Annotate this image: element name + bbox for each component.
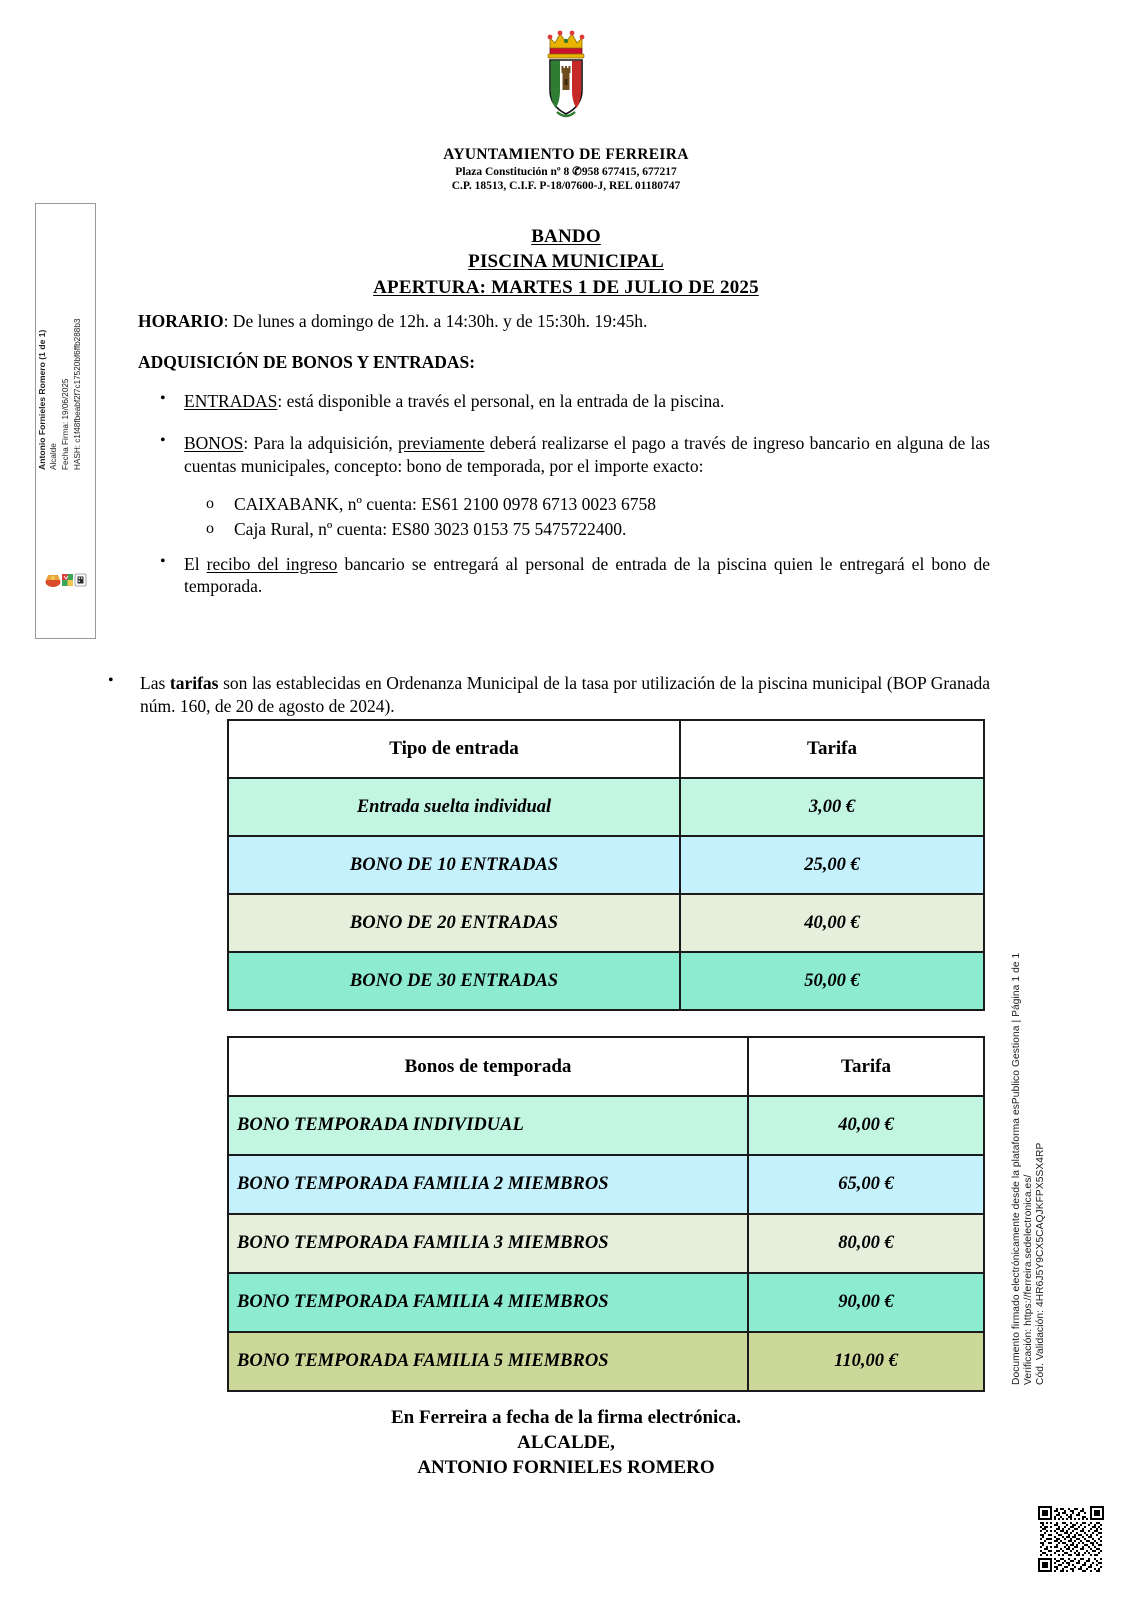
table-row [228, 1155, 984, 1214]
bullet-bonos-text-a: : Para la adquisición, [243, 433, 398, 454]
table-row [228, 1332, 984, 1391]
metadata-platform-page: Documento firmado electrónicamente desde la plataforma esPublico Gestiona | Página 1 de 1 [1011, 952, 1022, 1385]
table-cell-price: 110,00 € [748, 1332, 984, 1391]
title-line-2 [0, 249, 1132, 274]
table-row [228, 1273, 984, 1332]
table-header-cell-bonos: Bonos de temporada [228, 1037, 748, 1096]
signature-stamp-role: Alcalde [49, 443, 59, 470]
table-row [228, 836, 984, 894]
table-cell-price: 90,00 € [748, 1273, 984, 1332]
table-row [228, 1096, 984, 1155]
table-header-row [228, 720, 984, 778]
table-cell-label: BONO TEMPORADA FAMILIA 3 MIEMBROS [228, 1214, 748, 1273]
title-line-3 [0, 275, 1132, 300]
table-header-cell-tipo: Tipo de entrada [228, 720, 680, 778]
table-header-row [228, 1037, 984, 1096]
organization-name: AYUNTAMIENTO DE FERREIRA [443, 146, 689, 163]
bullet-tarifas-emphasis: tarifas [169, 673, 219, 693]
schedule-label: HORARIO [138, 311, 224, 331]
bullet-bonos [138, 432, 990, 542]
bullet-tarifas-text-a: Las [140, 673, 170, 693]
table-cell-label: BONO TEMPORADA FAMILIA 5 MIEMBROS [228, 1332, 748, 1391]
bullet-bonos-emphasis: previamente [397, 433, 485, 454]
schedule-paragraph [138, 310, 990, 333]
signature-stamp-name: Antonio Fornieles Romero (1 de 1) [37, 329, 47, 470]
bullet-bonos-label: BONOS [184, 433, 244, 454]
table-cell-label: BONO DE 30 ENTRADAS [228, 952, 680, 1010]
signature-name-line: ANTONIO FORNIELES ROMERO [417, 1457, 715, 1479]
bank-account-caixabank: o CAIXABANK, nº cuenta: ES61 2100 0978 6713 0023 6758 [184, 492, 990, 517]
bullet-tarifas [100, 672, 990, 718]
electronic-signature-stamp [35, 203, 96, 639]
organization-ids: C.P. 18513, C.I.F. P-18/07600-J, REL 01180747 [451, 179, 681, 192]
table-cell-price: 40,00 € [680, 894, 984, 952]
table-cell-label: BONO TEMPORADA FAMILIA 4 MIEMBROS [228, 1273, 748, 1332]
table-header-cell-tarifa: Tarifa [748, 1037, 984, 1096]
crest-container [0, 22, 1132, 127]
table-header-cell-tarifa: Tarifa [680, 720, 984, 778]
table-row [228, 894, 984, 952]
table-cell-label: BONO TEMPORADA FAMILIA 2 MIEMBROS [228, 1155, 748, 1214]
table-cell-label: BONO DE 20 ENTRADAS [228, 894, 680, 952]
signature-stamp-date: Fecha Firma: 19/06/2025 [61, 378, 71, 470]
coat-of-arms-icon [533, 22, 599, 122]
signature-role-line: ALCALDE, [517, 1432, 615, 1454]
metadata-validation-code: Cód. Validación: 4HR6J5Y9CX5CAQJKFPX5SX4RP [1035, 1142, 1046, 1385]
signature-place-line: En Ferreira a fecha de la firma electrónica. [391, 1407, 741, 1428]
signature-emblem-icon [44, 570, 88, 590]
table-cell-price: 65,00 € [748, 1155, 984, 1214]
bank-account-caja-rural: o Caja Rural, nº cuenta: ES80 3023 0153 75 5475722400. [184, 517, 990, 542]
document-body [138, 310, 990, 598]
table-cell-label: BONO DE 10 ENTRADAS [228, 836, 680, 894]
organization-address: Plaza Constitución nº 8 ✆958 677415, 677217 [455, 165, 677, 178]
table-row [228, 952, 984, 1010]
title-line-2-text: PISCINA MUNICIPAL [468, 251, 664, 273]
qr-code-icon [1038, 1506, 1104, 1572]
table-cell-price: 80,00 € [748, 1214, 984, 1273]
signature-stamp-hash: HASH: c1f48fbeabf2f7c17520bf6ffb288b3 [73, 318, 83, 470]
table-cell-price: 25,00 € [680, 836, 984, 894]
metadata-verification-url[interactable]: Verificación: https://ferreira.sedelectronica.es/ [1023, 1174, 1034, 1385]
bullet-entradas-label: ENTRADAS [184, 390, 278, 411]
bullet-recibo-emphasis: recibo del ingreso [206, 553, 338, 574]
bullet-tarifas-text-b: son las establecidas en Ordenanza Municipal de la tasa por utilización de la piscina municipal (BOP Granada núm. 160, de 20 de agosto de 2024). [140, 673, 990, 716]
table-row [228, 1214, 984, 1273]
table-row [228, 778, 984, 836]
table-bonos-de-temporada [227, 1036, 985, 1392]
acquisition-heading-text: ADQUISICIÓN DE BONOS Y ENTRADAS: [138, 351, 476, 372]
title-line-1-text: BANDO [531, 226, 601, 247]
acquisition-heading [138, 351, 990, 374]
bank-account-list [184, 492, 990, 543]
table-cell-label: Entrada suelta individual [228, 778, 680, 836]
bullet-bonos-text-b: deberá realizarse el pago a través de ingreso bancario en alguna de las cuentas municipales, concepto: bono de temporada, por el importe exacto: [184, 433, 990, 476]
table-cell-label: BONO TEMPORADA INDIVIDUAL [228, 1096, 748, 1155]
organization-header [0, 146, 1132, 193]
table-tipo-de-entrada [227, 719, 985, 1011]
signature-stamp-text [36, 34, 84, 472]
signature-block [0, 1405, 1132, 1480]
document-metadata-sidebar [1011, 952, 1060, 1385]
schedule-text: : De lunes a domingo de 12h. a 14:30h. y de 15:30h. 19:45h. [223, 311, 648, 331]
table-cell-price: 40,00 € [748, 1096, 984, 1155]
title-line-3-text: APERTURA: MARTES 1 DE JULIO DE 2025 [373, 276, 759, 298]
document-title [0, 224, 1132, 300]
bullet-entradas-text: : está disponible a través el personal, en la entrada de la piscina. [277, 390, 725, 411]
table-cell-price: 50,00 € [680, 952, 984, 1010]
bullet-recibo-text-a: El [184, 553, 207, 574]
table-cell-price: 3,00 € [680, 778, 984, 836]
title-line-1 [0, 224, 1132, 249]
bullet-recibo [138, 553, 990, 599]
bullet-entradas [138, 390, 990, 413]
bullet-recibo-text-b: bancario se entregará al personal de entrada de la piscina quien le entregará el bono de temporada. [184, 553, 990, 597]
acquisition-bullet-list [138, 390, 990, 599]
